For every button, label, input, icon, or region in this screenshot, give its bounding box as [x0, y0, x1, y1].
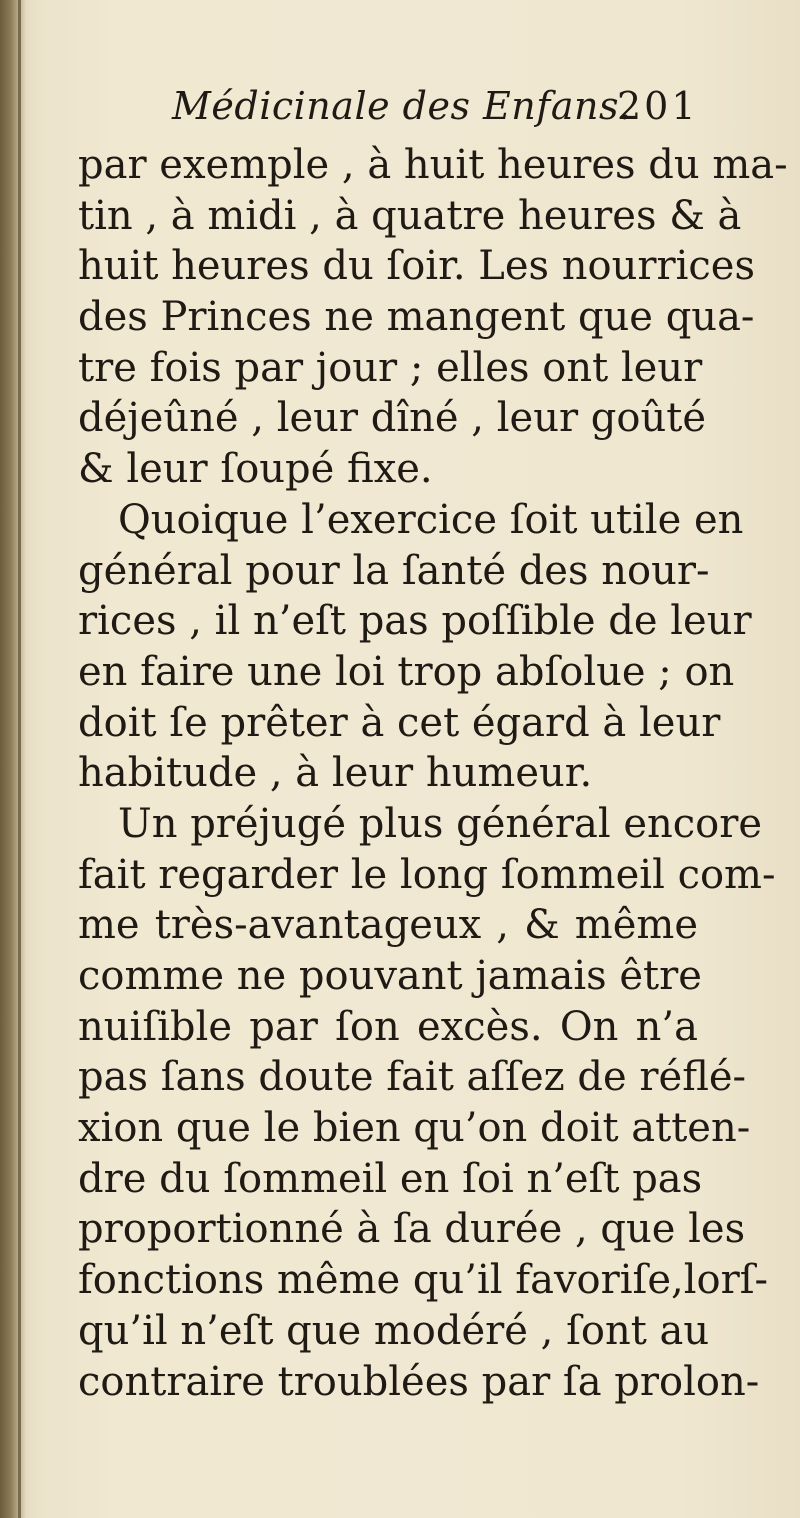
text-line: qu’il n’eſt que modéré , ſont au	[78, 1307, 710, 1354]
running-head: Médicinale des Enfans.	[172, 84, 632, 128]
text-line: des Princes ne mangent que qua-	[78, 294, 755, 341]
text-line: nuiſible par ſon excès. On n’a	[78, 1003, 698, 1050]
binding-edge	[18, 0, 21, 1518]
text-line: & leur ſoupé fixe.	[78, 446, 433, 493]
text-line: déjeûné , leur dîné , leur goûté	[78, 395, 706, 442]
body-text	[78, 140, 788, 1407]
text-line: xion que le bien qu’on doit atten-	[78, 1105, 751, 1152]
text-line: comme ne pouvant jamais être	[78, 953, 702, 999]
page-number: 201	[617, 84, 699, 128]
text-line: tre fois par jour ; elles ont leur	[78, 344, 703, 391]
text-line: général pour la ſanté des nour-	[78, 547, 710, 594]
page-header	[172, 76, 699, 136]
text-line: en faire une loi trop abſolue ; on	[78, 648, 735, 695]
text-line: Quoique l’exercice ſoit utile en	[118, 496, 744, 543]
text-line: proportionné à ſa durée , que les	[78, 1206, 746, 1253]
text-line: doit ſe prêter à cet égard à leur	[78, 699, 721, 746]
text-line: habitude , à leur humeur.	[78, 750, 593, 797]
text-line: fonctions même qu’il favoriſe,lorſ-	[78, 1257, 769, 1304]
text-line: rices , il n’eſt pas poſſible de leur	[78, 598, 752, 645]
text-line: contraire troublées par ſa prolon-	[78, 1358, 760, 1405]
text-line: Un préjugé plus général encore	[118, 800, 763, 847]
text-line: me très-avantageux , & même	[78, 902, 698, 949]
page-gutter	[0, 0, 26, 1518]
text-line: pas ſans doute fait aſſez de réflé-	[78, 1054, 747, 1101]
text-line: par exemple , à huit heures du ma-	[78, 142, 788, 188]
text-line: huit heures du ſoir. Les nourrices	[78, 243, 755, 290]
text-line: dre du ſommeil en ſoi n’eſt pas	[78, 1155, 703, 1202]
text-line: tin , à midi , à quatre heures & à	[78, 192, 742, 239]
text-line: fait regarder le long ſommeil com-	[78, 851, 776, 898]
